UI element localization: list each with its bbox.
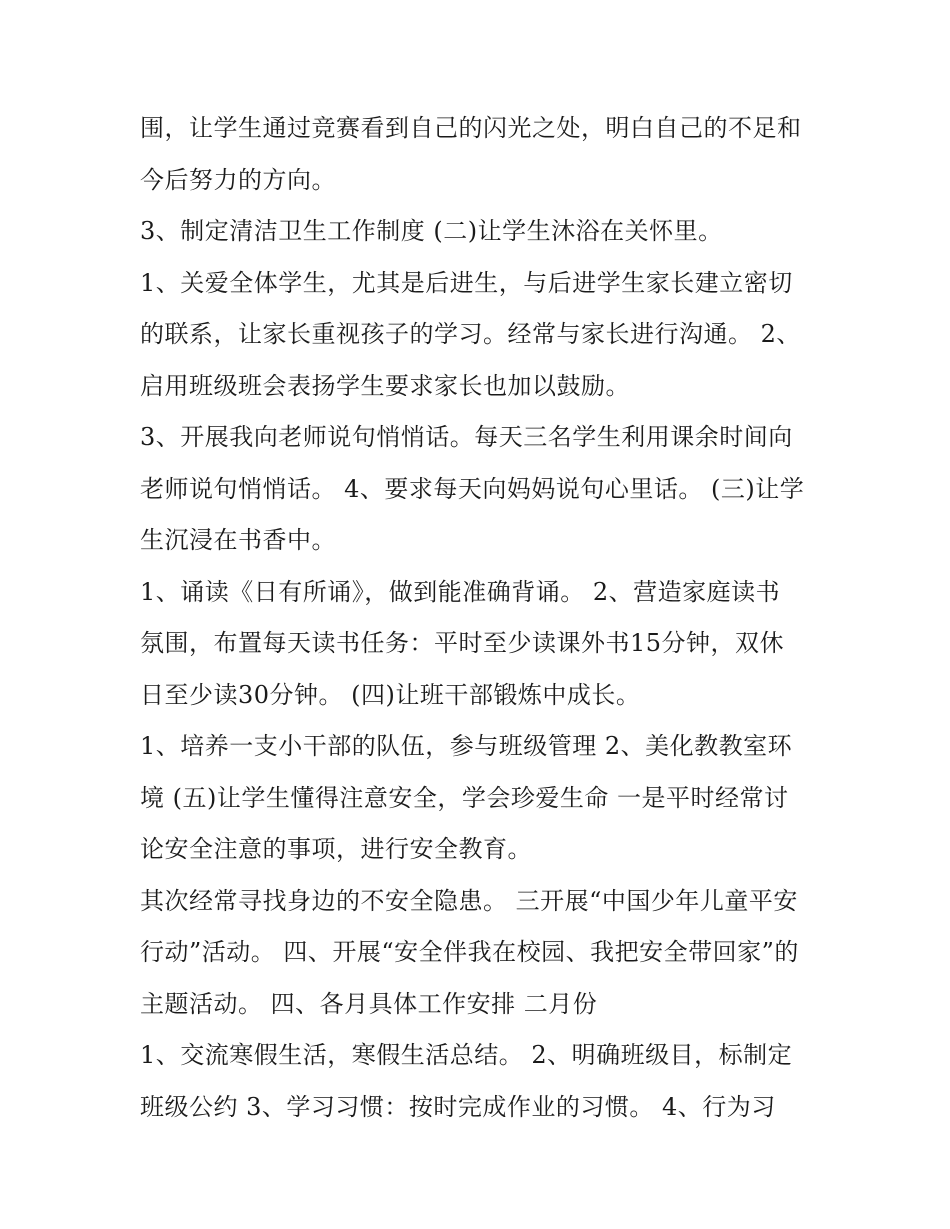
text-line: 1、交流寒假生活，寒假生活总结。 2、明确班级目，标制定: [140, 1041, 793, 1069]
text-line: 氛围，布置每天读书任务：平时至少读课外书15分钟，双休: [140, 629, 785, 657]
text-line: 日至少读30分钟。 (四)让班干部锻炼中成长。: [140, 680, 641, 709]
text-line: 生沉浸在书香中。: [140, 526, 336, 554]
text-line: 的联系，让家长重视孩子的学习。经常与家长进行沟通。 2、: [140, 320, 801, 348]
text-line: 其次经常寻找身边的不安全隐患。 三开展“中国少年儿童平安: [140, 886, 798, 915]
text-line: 班级公约 3、学习习惯：按时完成作业的习惯。 4、行为习: [140, 1092, 776, 1121]
text-line: 3、开展我向老师说句悄悄话。每天三名学生利用课余时间向: [140, 423, 793, 451]
text-line: 主题活动。 四、各月具体工作安排 二月份: [140, 989, 598, 1018]
text-line: 今后努力的方向。: [140, 165, 336, 194]
text-line: 3、制定清洁卫生工作制度 (二)让学生沐浴在关怀里。: [140, 217, 723, 245]
text-line: 1、培养一支小干部的队伍，参与班级管理 2、美化教教室环: [140, 732, 793, 760]
text-line: 1、关爱全体学生，尤其是后进生，与后进学生家长建立密切: [140, 268, 793, 297]
text-line: 行动”活动。 四、开展“安全伴我在校园、我把安全带回家”的: [140, 938, 799, 966]
document-body: [140, 103, 830, 1133]
text-line: 论安全注意的事项，进行安全教育。: [140, 835, 532, 863]
text-line: 老师说句悄悄话。 4、要求每天向妈妈说句心里话。 (三)让学: [140, 474, 805, 503]
text-line: 启用班级班会表扬学生要求家长也加以鼓励。: [140, 371, 630, 400]
text-line: 围，让学生通过竞赛看到自己的闪光之处，明白自己的不足和: [140, 114, 802, 142]
text-line: 境 (五)让学生懂得注意安全，学会珍爱生命 一是平时经常讨: [140, 783, 789, 812]
text-line: 1、诵读《日有所诵》，做到能准确背诵。 2、营造家庭读书: [140, 577, 781, 606]
